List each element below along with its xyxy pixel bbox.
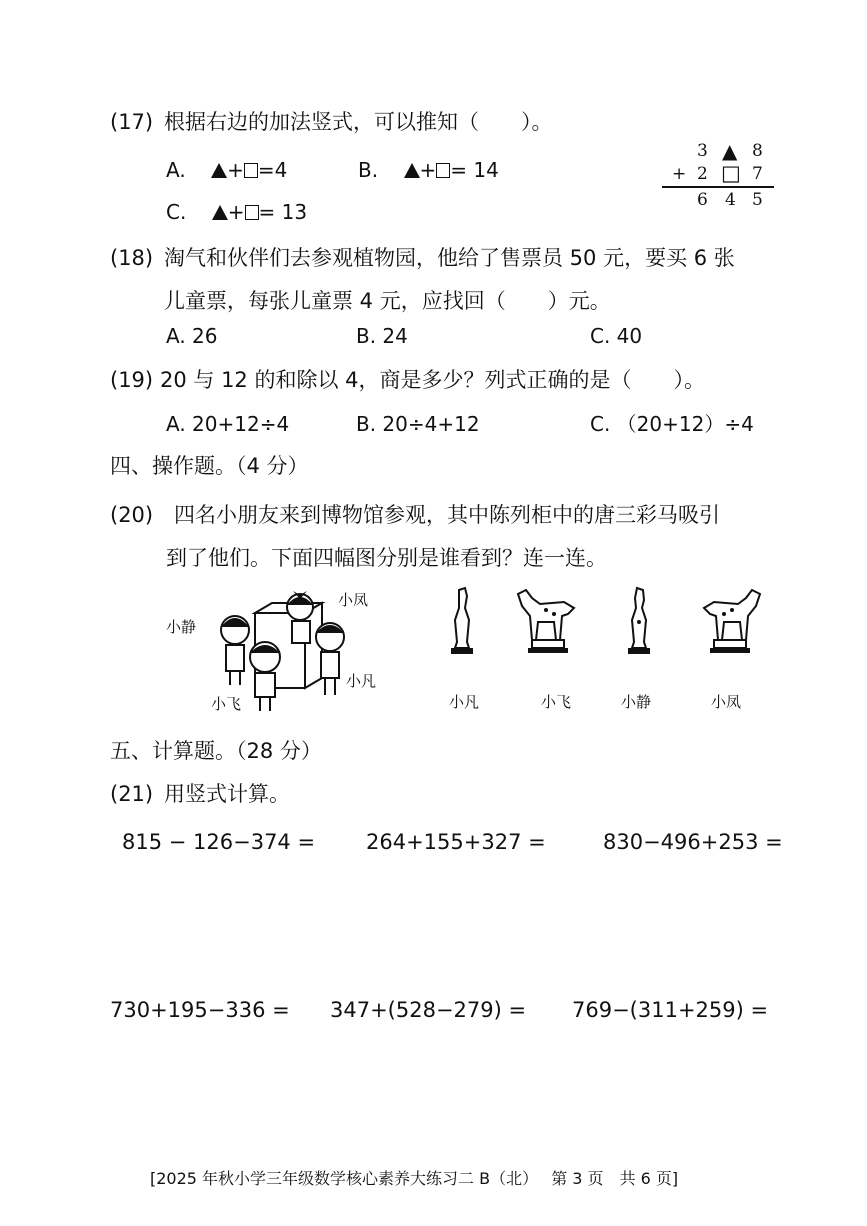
scene-name-left: 小静	[166, 618, 197, 636]
calc-2: 264+155+327 =	[366, 830, 546, 854]
scene-name-right: 小凡	[346, 672, 377, 690]
q18-line1: 淘气和伙伴们去参观植物园，他给了售票员 50 元，要买 6 张	[164, 246, 735, 270]
calc-1: 815 − 126−374 =	[122, 830, 316, 854]
view-label-1: 小凡	[449, 693, 480, 711]
q19-stem: 20 与 12 的和除以 4，商是多少？列式正确的是（ ）。	[160, 368, 706, 392]
q17-option-a[interactable]: A. + =4	[166, 158, 288, 182]
triangle-icon: ▲	[722, 139, 738, 163]
q17-number: (17)	[110, 110, 154, 134]
q17-option-c[interactable]: C. + = 13	[166, 200, 308, 224]
q18-line2: 儿童票，每张儿童票 4 元，应找回（ ）元。	[164, 289, 611, 313]
q20-number: (20)	[110, 503, 154, 527]
square-icon	[436, 163, 450, 178]
calc-6: 769−(311+259) =	[572, 998, 769, 1022]
q21-stem: 用竖式计算。	[164, 782, 290, 806]
horse-front-view-1	[445, 586, 479, 658]
triangle-icon	[404, 163, 420, 178]
q18-number: (18)	[110, 246, 154, 270]
q19-option-a[interactable]: A. 20+12÷4	[166, 412, 290, 436]
q21-number: (21)	[110, 782, 154, 806]
q20-line2: 到了他们。下面四幅图分别是谁看到？连一连。	[166, 546, 607, 570]
triangle-icon	[211, 163, 227, 178]
q19-number: (19)	[110, 368, 154, 392]
q18-option-a[interactable]: A. 26	[166, 324, 218, 348]
triangle-icon	[212, 205, 228, 220]
calc-3: 830−496+253 =	[603, 830, 783, 854]
q18-option-b[interactable]: B. 24	[356, 324, 408, 348]
square-icon	[245, 205, 259, 220]
calc-4: 730+195−336 =	[110, 998, 290, 1022]
horse-side-view-2	[696, 586, 766, 658]
q19-option-b[interactable]: B. 20÷4+12	[356, 412, 480, 436]
section5-title: 五、计算题。（28 分）	[110, 739, 322, 763]
sum-line	[662, 186, 774, 188]
scene-name-top: 小凤	[338, 591, 369, 609]
scene-name-bottom: 小飞	[211, 695, 242, 713]
horse-front-view-2	[622, 586, 656, 658]
q17-option-b[interactable]: B. + = 14	[358, 158, 499, 182]
horse-side-view-1	[512, 586, 582, 658]
view-label-4: 小凤	[711, 693, 742, 711]
page-footer: [2025 年秋小学三年级数学核心素养大练习二 B（北） 第 3 页 共 6 页]	[150, 1169, 679, 1188]
q19-option-c[interactable]: C. （20+12）÷4	[590, 412, 754, 436]
square-icon: □	[721, 161, 741, 185]
view-label-2: 小飞	[541, 693, 572, 711]
square-icon	[244, 163, 258, 178]
q17-stem: 根据右边的加法竖式，可以推知（ ）。	[164, 110, 553, 134]
section4-title: 四、操作题。（4 分）	[110, 454, 309, 478]
q20-line1: 四名小朋友来到博物馆参观，其中陈列柜中的唐三彩马吸引	[174, 503, 720, 527]
q18-option-c[interactable]: C. 40	[590, 324, 643, 348]
calc-5: 347+(528−279) =	[330, 998, 527, 1022]
view-label-3: 小静	[621, 693, 652, 711]
